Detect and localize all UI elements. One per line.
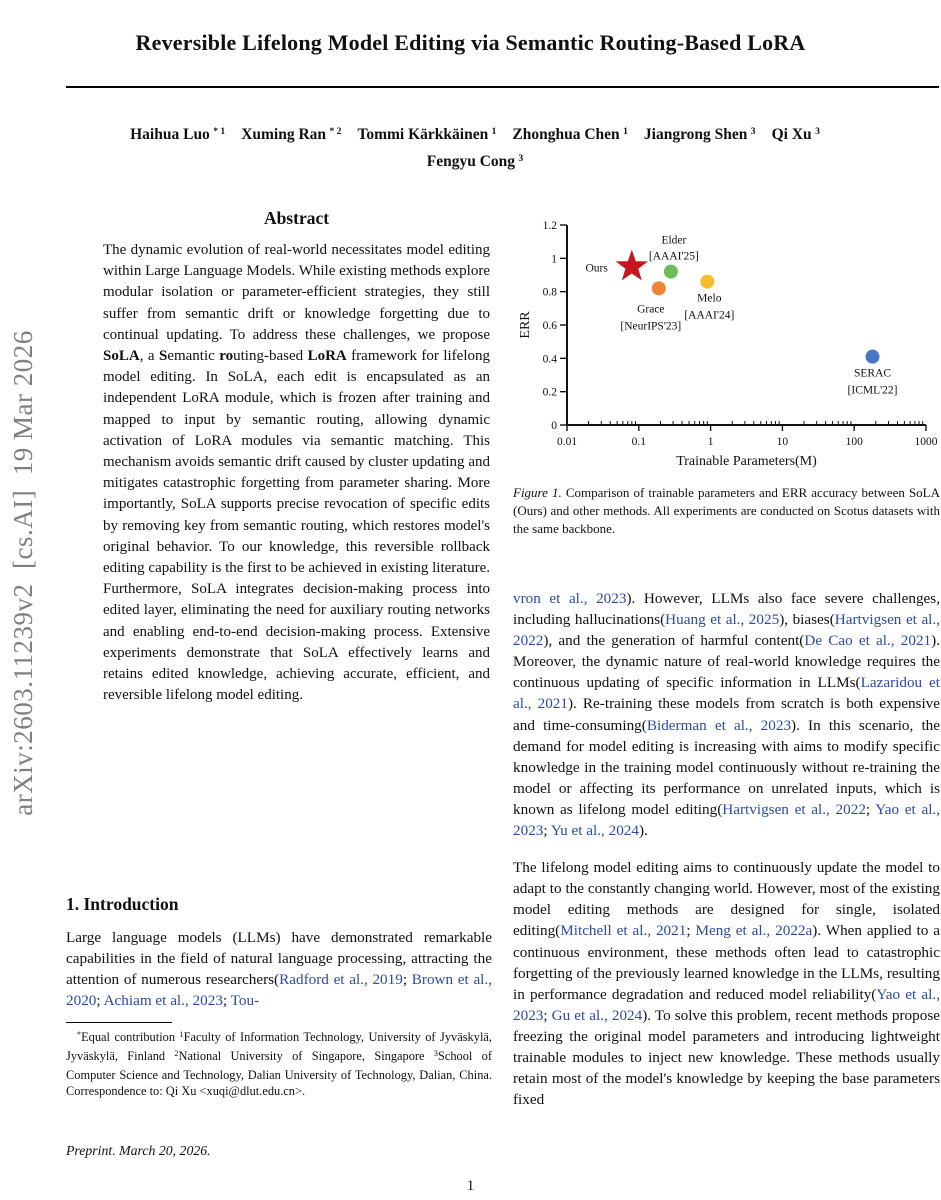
- citation-link[interactable]: Biderman et al., 2023: [646, 716, 792, 734]
- citation-link[interactable]: Meng et al., 2022a: [695, 922, 813, 940]
- y-tick-label: 0: [551, 420, 557, 432]
- citation-link[interactable]: Yu et al., 2024: [550, 822, 639, 840]
- author-list: [60, 122, 890, 176]
- y-tick-label: 1.2: [542, 220, 557, 232]
- citation-link[interactable]: Mitchell et al., 2021: [560, 922, 687, 940]
- point-marker-Grace: [652, 281, 666, 295]
- point-label-Ours: Ours: [585, 262, 608, 275]
- author-name: Xuming Ran $^{* 2}$: [241, 125, 342, 143]
- point-label-Elder: Elder: [661, 234, 687, 247]
- right-column-text: [513, 588, 940, 1172]
- author-name: Qi Xu $^3$: [771, 125, 820, 143]
- point-marker-SERAC: [866, 350, 880, 364]
- y-tick-label: 0.4: [542, 353, 557, 366]
- x-tick-label: 1: [707, 436, 714, 448]
- author-line-2: [60, 149, 890, 176]
- x-tick-label: 1000: [914, 436, 938, 448]
- x-tick-label: 0.1: [631, 436, 646, 448]
- author-name: Jiangrong Shen $^3$: [643, 125, 756, 143]
- y-tick-label: 0.6: [542, 320, 557, 332]
- author-name: Tommi Kärkkäinen $^1$: [357, 125, 497, 143]
- x-axis-label: Trainable Parameters(M): [676, 454, 817, 469]
- introduction-paragraph: Large language models (LLMs) have demonstrated remarkable capabilities in the field of natural language processing, attracting the attention of numerous researchers(Radford et al., 2019; Brown et al., 2020; Achiam et al., 2023; Tou-: [66, 929, 492, 1010]
- author-line-1: [60, 122, 890, 149]
- preprint-note: Preprint. March 20, 2026.: [66, 1143, 211, 1158]
- citation-link[interactable]: Yao et al., 2023: [513, 800, 940, 840]
- x-tick-label: 100: [845, 436, 863, 448]
- paper-title: Reversible Lifelong Model Editing via Semantic Routing-Based LoRA: [135, 30, 806, 55]
- abstract-section: [103, 208, 490, 868]
- figure1-scatter-chart: [513, 200, 940, 482]
- abstract-text: The dynamic evolution of real-world necessitates model editing within Large Language Models. While existing methods explore modular isolation or parameter-efficient strategies, they still suffer from semantic drift or knowledge forgetting due to continual updating. To address these challenges, we propose SoLA, a Semantic routing-based LoRA framework for lifelong model editing. In SoLA, each edit is encapsulated as an independent LoRA module, which is frozen after training and mapped to input by semantic routing, allowing dynamic activation of LoRA modules via semantic matching. This mechanism avoids semantic drift caused by cluster updating and mitigates catastrophic forgetting from parameter sharing. More importantly, SoLA supports precise revocation of specific edits by removing key from semantic routing, which restores model's original behavior. To our knowledge, this reversible rollback editing capability is the first to be achieved in existing literature. Furthermore, SoLA integrates decision-making process into edited layer, eliminating the need for auxiliary routing networks and enabling end-to-end decision-making process. Extensive experiments demonstrate that SoLA effectively learns and retains edited knowledge, achieving accurate, efficient, and reversible lifelong model editing.: [103, 242, 490, 704]
- point-marker-Ours: [616, 250, 648, 281]
- point-label-SERAC: [ICML'22]: [847, 384, 898, 397]
- y-tick-label: 0.8: [542, 286, 557, 299]
- citation-link[interactable]: Lazaridou et al., 2021: [513, 674, 940, 713]
- body-paragraph-1: vron et al., 2023). However, LLMs also face severe challenges, including hallucinations(Huang et al., 2025), biases(Hartvigsen et al., 2022), and the generation of harmful content(De Cao et al., 2021). Moreover, the dynamic nature of real-world knowledge requires the continuous updating of specific information in LLMs(Lazaridou et al., 2021). Re-training these models from scratch is both expensive and time-consuming(Biderman et al., 2023). In this scenario, the demand for model editing is increasing with aims to modify specific knowledge in the training model continuously without re-training the model or affecting its performance on unrelated inputs, which is known as lifelong model editing(Hartvigsen et al., 2022; Yao et al., 2023; Yu et al., 2024).: [513, 590, 940, 840]
- figure1-caption: Figure 1. Comparison of trainable parameters and ERR accuracy between SoLA (Ours) and other methods. All experiments are conducted on Scotus datasets with the same backbone.: [513, 485, 941, 536]
- citation-link[interactable]: Yao et al., 2023: [513, 985, 940, 1024]
- title-divider: [66, 86, 939, 88]
- citation-link[interactable]: De Cao et al., 2021: [804, 632, 932, 650]
- arxiv-watermark: arXiv:2603.11239v2 [cs.AI] 19 Mar 2026: [8, 330, 38, 816]
- point-label-Grace: [NeurIPS'23]: [620, 320, 682, 333]
- body-paragraph-2: The lifelong model editing aims to continuously update the model to adapt to the constantly changing world. However, most of the existing model editing methods are designed for single, isolated editing(Mitchell et al., 2021; Meng et al., 2022a). When applied to a continuous environment, these methods often lead to catastrophic forgetting of the previously learned knowledge in the LLMs, resulting in performance degradation and reduced model reliability(Yao et al., 2023; Gu et al., 2024). To solve this problem, recent methods propose freezing the original model parameters and introducing lightweight trainable modules to inject new knowledge. These methods usually retain most of the model's knowledge by keeping the base parameters fixed: [513, 859, 940, 1109]
- footnote-divider: [66, 1022, 172, 1023]
- author-name: Haihua Luo $^{* 1}$: [130, 125, 226, 143]
- introduction-heading: 1. Introduction: [66, 894, 179, 914]
- introduction-section: [66, 894, 492, 1022]
- point-label-Grace: Grace: [637, 303, 665, 316]
- figure1-container: [513, 200, 940, 482]
- citation-link[interactable]: Achiam et al., 2023: [103, 992, 223, 1010]
- point-label-SERAC: SERAC: [853, 367, 892, 380]
- point-label-Elder: [AAAI'25]: [648, 250, 699, 263]
- citation-link[interactable]: Gu et al., 2024: [551, 1006, 643, 1024]
- footnote-text: *Equal contribution $^1$Faculty of Information Technology, University of Jyväskylä, Jyväskylä, Finland $^2$National University of Singapore, Singapore $^3$School of Computer Science and Technology, Dalian University of Technology, Dalian, China. Correspondence to: Qi Xu <xuqi@dlut.edu.cn>.: [66, 1029, 492, 1099]
- y-tick-label: 0.2: [542, 386, 557, 399]
- point-marker-Elder: [664, 265, 678, 279]
- author-name: Fengyu Cong $^3$: [426, 152, 524, 170]
- citation-link[interactable]: Huang et al., 2025: [665, 611, 780, 629]
- citation-link[interactable]: Hartvigsen et al., 2022: [513, 611, 940, 650]
- x-tick-label: 10: [776, 436, 789, 448]
- point-marker-Melo: [700, 275, 714, 289]
- citation-link[interactable]: Hartvigsen et al., 2022: [722, 800, 866, 818]
- point-label-Melo: [AAAI'24]: [684, 309, 735, 322]
- abstract-heading: Abstract: [263, 208, 330, 228]
- y-tick-label: 1: [551, 253, 557, 266]
- citation-link[interactable]: vron et al., 2023: [513, 590, 627, 607]
- y-axis-label: ERR: [518, 311, 533, 339]
- author-name: Zhonghua Chen $^1$: [512, 125, 628, 143]
- x-tick-label: 0.01: [556, 436, 578, 448]
- citation-link[interactable]: Tou-: [230, 992, 260, 1010]
- page-number: 1: [466, 1178, 475, 1194]
- footnote-section: [66, 1022, 492, 1134]
- citation-link[interactable]: Radford et al., 2019: [279, 971, 403, 989]
- citation-link[interactable]: Brown et al., 2020: [66, 971, 492, 1010]
- point-label-Melo: Melo: [697, 292, 722, 305]
